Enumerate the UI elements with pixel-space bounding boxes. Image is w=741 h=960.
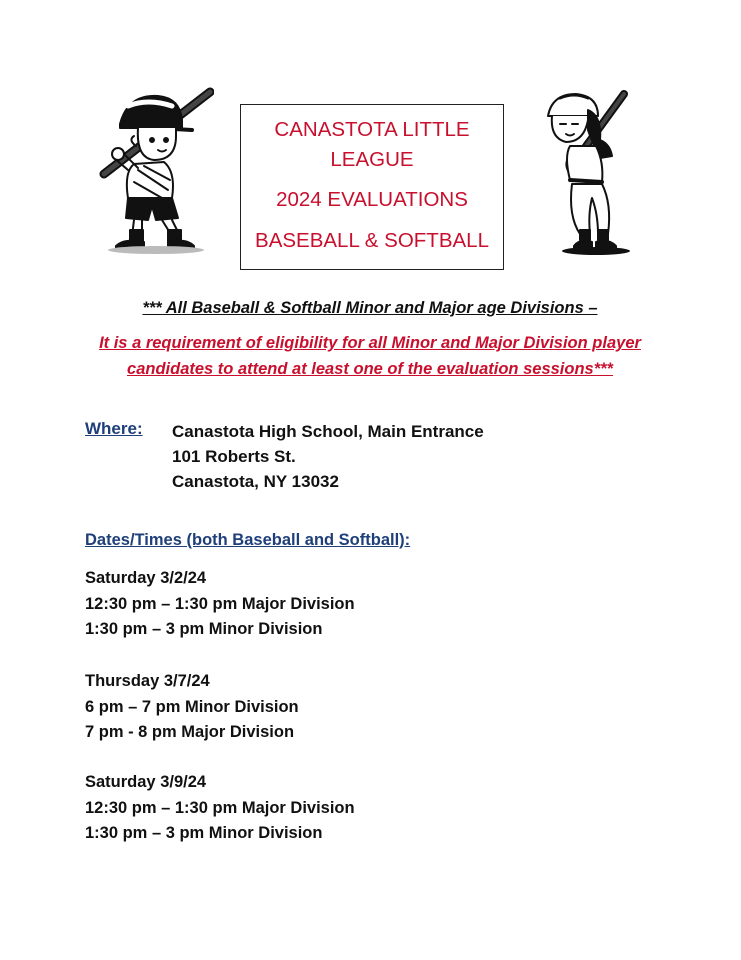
session-date: Saturday 3/2/24 [85, 569, 207, 587]
title-evaluations: 2024 EVALUATIONS [276, 188, 468, 211]
eligibility-requirement: It is a requirement of eligibility for all Minor and Major Division player candidates to attend at least one of the evaluation sessions*** [99, 334, 641, 378]
session-date: Saturday 3/9/24 [85, 773, 207, 791]
eligibility-intro: *** All Baseball & Softball Minor and Major age Divisions – [142, 299, 598, 317]
session-time: 12:30 pm – 1:30 pm Major Division [85, 798, 355, 817]
session-time: 12:30 pm – 1:30 pm Major Division [85, 594, 355, 613]
location-address [172, 419, 484, 494]
session-block [85, 566, 355, 643]
session-time: 1:30 pm – 3 pm Minor Division [85, 824, 323, 842]
location-city: Canastota, NY 13032 [172, 472, 339, 491]
session-time: 6 pm – 7 pm Minor Division [85, 697, 299, 716]
baseball-boy-batter-icon [98, 86, 214, 258]
title-box [240, 104, 504, 270]
title-sports: BASEBALL & SOFTBALL [255, 229, 489, 252]
softball-girl-batter-icon [540, 86, 632, 260]
dates-heading: Dates/Times (both Baseball and Softball): [85, 531, 411, 549]
where-label: Where: [85, 419, 143, 438]
session-time: 7 pm - 8 pm Major Division [85, 723, 295, 741]
session-block [85, 770, 355, 847]
location-place: Canastota High School, Main Entrance [172, 422, 484, 441]
session-date: Thursday 3/7/24 [85, 672, 210, 690]
title-league: CANASTOTA LITTLE LEAGUE [274, 118, 470, 171]
location-street: 101 Roberts St. [172, 447, 296, 466]
session-time: 1:30 pm – 3 pm Minor Division [85, 620, 323, 638]
session-block [85, 669, 299, 746]
